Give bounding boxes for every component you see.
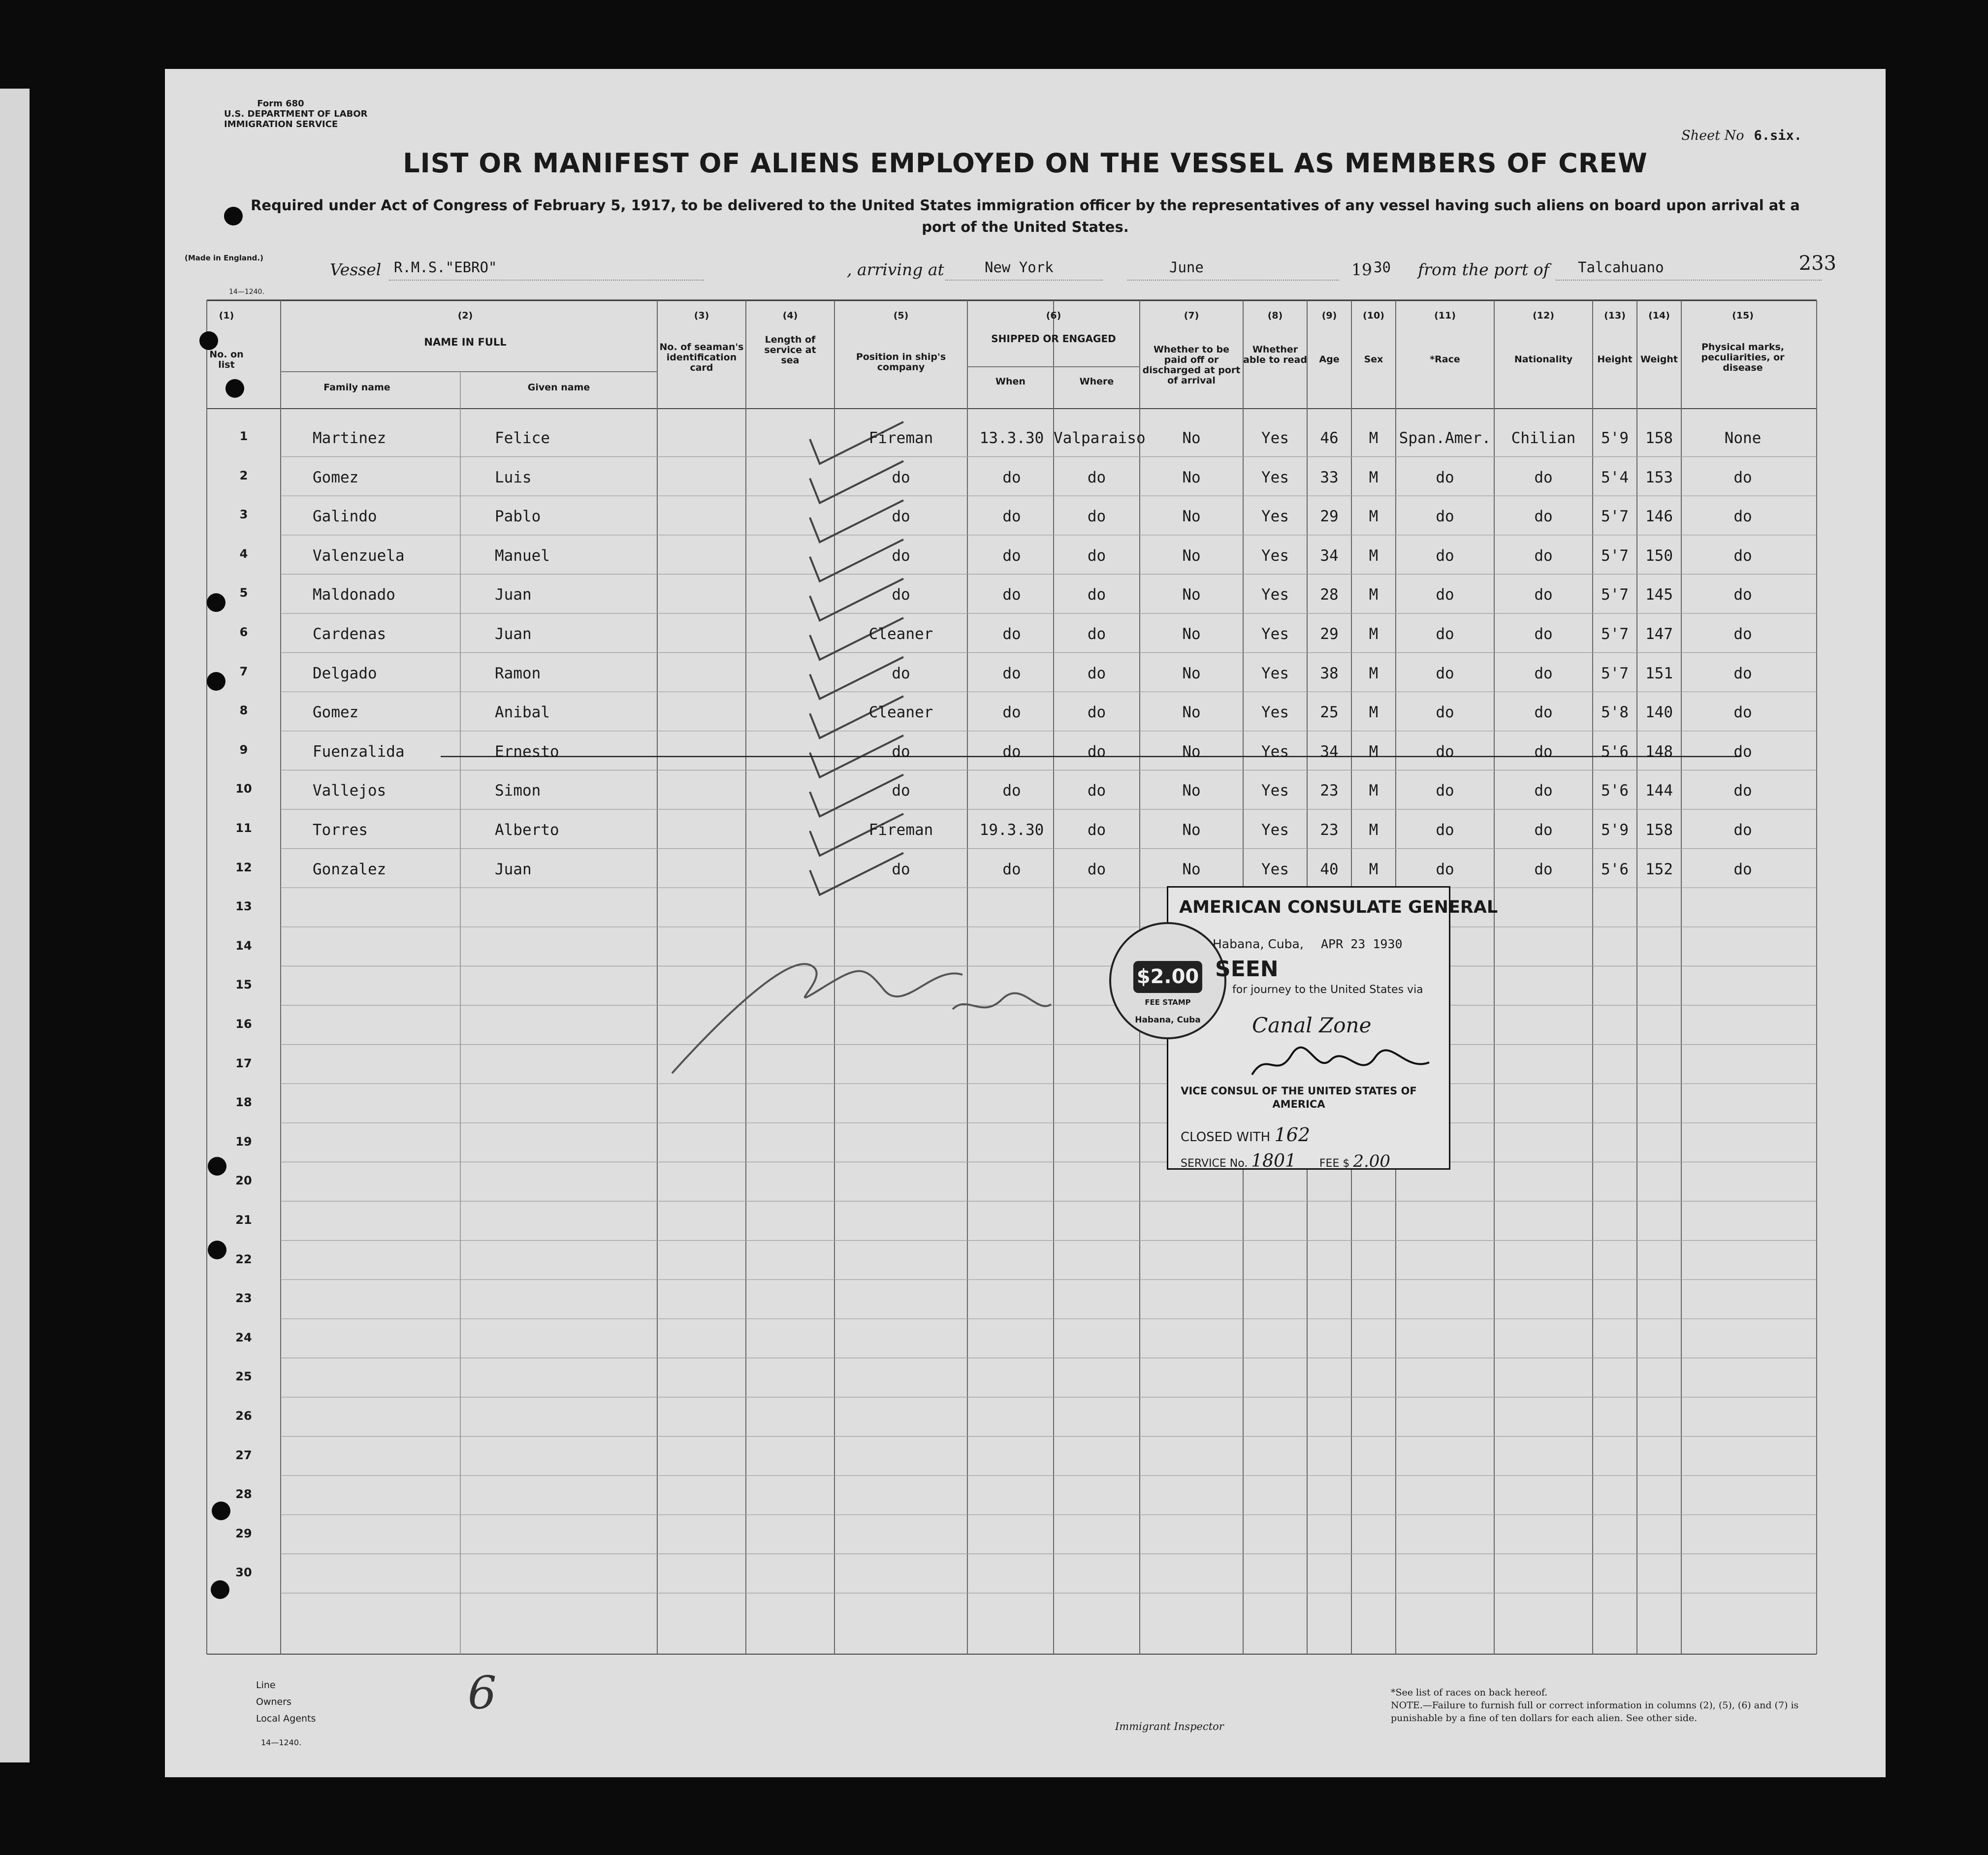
footer-note: [1391, 1686, 1834, 1725]
height: 5'6: [1601, 782, 1629, 800]
shipped-when: do: [1002, 742, 1021, 761]
footer-owners-label: Owners: [256, 1696, 291, 1707]
row-number: 10: [235, 782, 252, 796]
sex: M: [1369, 742, 1379, 761]
able-to-read: Yes: [1261, 742, 1289, 761]
height: 5'4: [1601, 468, 1629, 486]
position: do: [892, 546, 910, 565]
row-number: 21: [235, 1213, 252, 1227]
paid-off: No: [1182, 860, 1201, 878]
age: 40: [1320, 860, 1339, 878]
shipped-when: do: [1002, 586, 1021, 604]
shipped-when: do: [1002, 782, 1021, 800]
seal-value: $2.00: [1133, 961, 1202, 993]
nationality: do: [1534, 742, 1553, 761]
paid-off: No: [1182, 742, 1201, 761]
physical-marks: do: [1733, 508, 1752, 526]
physical-marks: do: [1733, 546, 1752, 565]
col-num-3: (3): [694, 310, 709, 321]
nationality: do: [1534, 546, 1553, 565]
pencil-mark: 6: [468, 1666, 497, 1719]
family-name: Cardenas: [313, 625, 386, 643]
shipped-when: 19.3.30: [979, 821, 1044, 839]
position: do: [892, 860, 910, 878]
year-suffix: 30: [1374, 259, 1391, 276]
nationality: do: [1534, 704, 1553, 722]
height: 5'7: [1601, 625, 1629, 643]
race: do: [1436, 586, 1454, 604]
vice-consul-signature: [1247, 1045, 1434, 1085]
col-num-2: (2): [457, 310, 473, 321]
given-name: Juan: [495, 625, 532, 643]
height: 5'7: [1601, 508, 1629, 526]
able-to-read: Yes: [1261, 429, 1289, 447]
row-number: 24: [235, 1330, 252, 1344]
note-races: *See list of races on back hereof.: [1391, 1687, 1548, 1698]
nationality: do: [1534, 860, 1553, 878]
family-name: Gomez: [313, 704, 359, 722]
able-to-read: Yes: [1261, 468, 1289, 486]
row-number: 29: [235, 1526, 252, 1540]
row-number: 5: [239, 586, 248, 600]
weight: 158: [1645, 429, 1673, 447]
arriving-label: , arriving at: [847, 260, 944, 279]
closed-with-value: 162: [1274, 1124, 1310, 1146]
paid-off: No: [1182, 429, 1201, 447]
col-header-paid-off: Whether to be paid off or discharged at port of arrival: [1142, 344, 1241, 386]
col-num-15: (15): [1732, 310, 1754, 321]
family-name: Torres: [313, 821, 368, 839]
age: 23: [1320, 821, 1339, 839]
given-name: Felice: [495, 429, 550, 447]
form-code: 14—1240.: [229, 288, 264, 296]
form-number: Form 680: [257, 98, 304, 109]
position: do: [892, 742, 910, 761]
able-to-read: Yes: [1261, 860, 1289, 878]
paid-off: No: [1182, 821, 1201, 839]
row-number: 3: [239, 508, 248, 522]
col-header-nationality: Nationality: [1514, 354, 1573, 365]
shipped-where: do: [1087, 468, 1106, 486]
given-name: Simon: [495, 782, 541, 800]
weight: 145: [1645, 586, 1673, 604]
physical-marks: do: [1733, 742, 1752, 761]
department-name: U.S. DEPARTMENT OF LABOR: [224, 109, 368, 119]
col-num-8: (8): [1267, 310, 1283, 321]
race: Span.Amer.: [1399, 429, 1491, 447]
col-header-physical-marks: Physical marks, peculiarities, or disease: [1701, 342, 1785, 373]
race: do: [1436, 821, 1454, 839]
col-header-weight: Weight: [1640, 354, 1678, 365]
nationality: do: [1534, 782, 1553, 800]
age: 25: [1320, 704, 1339, 722]
year-prefix: 19: [1351, 260, 1372, 279]
nationality: do: [1534, 664, 1553, 682]
position: do: [892, 468, 910, 486]
race: do: [1436, 782, 1454, 800]
punch-hole: [212, 1502, 230, 1520]
row-number: 23: [235, 1291, 252, 1306]
page-title: LIST OR MANIFEST OF ALIENS EMPLOYED ON THE VESSEL AS MEMBERS OF CREW: [403, 148, 1648, 179]
shipped-where: do: [1087, 782, 1106, 800]
age: 46: [1320, 429, 1339, 447]
sex: M: [1369, 664, 1379, 682]
inspector-signature: [657, 935, 1174, 1083]
weight: 148: [1645, 742, 1673, 761]
shipped-where: do: [1087, 742, 1106, 761]
paid-off: No: [1182, 546, 1201, 565]
stamp-title: AMERICAN CONSULATE GENERAL: [1179, 897, 1498, 917]
physical-marks: do: [1733, 821, 1752, 839]
weight: 153: [1645, 468, 1673, 486]
col-header-position: Position in ship's company: [856, 352, 946, 373]
physical-marks: do: [1733, 664, 1752, 682]
row-number: 19: [235, 1134, 252, 1149]
weight: 146: [1645, 508, 1673, 526]
made-in-label: (Made in England.): [185, 254, 263, 262]
col-header-race: *Race: [1430, 354, 1460, 365]
immigrant-inspector-label: Immigrant Inspector: [1115, 1721, 1224, 1732]
note-text: NOTE.—Failure to furnish full or correct information in columns (2), (5), (6) and (7) is punishable by a fine of ten dollars for each alien. See other side.: [1391, 1700, 1799, 1724]
able-to-read: Yes: [1261, 508, 1289, 526]
race: do: [1436, 508, 1454, 526]
height: 5'6: [1601, 742, 1629, 761]
row-number: 13: [235, 899, 252, 914]
col-num-6: (6): [1046, 310, 1061, 321]
age: 28: [1320, 586, 1339, 604]
stamp-city: Habana, Cuba,: [1213, 937, 1304, 951]
shipped-when: 13.3.30: [979, 429, 1044, 447]
consulate-stamp: [1135, 886, 1498, 1171]
shipped-where: do: [1087, 821, 1106, 839]
col-header-given-name: Given name: [527, 382, 590, 393]
closed-with-label: CLOSED WITH: [1181, 1130, 1271, 1145]
age: 34: [1320, 546, 1339, 565]
age: 38: [1320, 664, 1339, 682]
shipped-when: do: [1002, 704, 1021, 722]
family-name: Valenzuela: [313, 546, 405, 565]
physical-marks: do: [1733, 704, 1752, 722]
punch-hole: [211, 1580, 229, 1599]
race: do: [1436, 704, 1454, 722]
col-num-9: (9): [1321, 310, 1337, 321]
adjacent-page-edge: [0, 89, 30, 1762]
row-number: 4: [239, 546, 248, 561]
able-to-read: Yes: [1261, 821, 1289, 839]
punch-hole: [207, 672, 225, 691]
shipped-when: do: [1002, 546, 1021, 565]
given-name: Anibal: [495, 704, 550, 722]
punch-hole: [208, 1157, 226, 1176]
race: do: [1436, 625, 1454, 643]
fee-value: 2.00: [1353, 1151, 1391, 1171]
shipped-where: do: [1087, 860, 1106, 878]
weight: 140: [1645, 704, 1673, 722]
row-number: 16: [235, 1017, 252, 1031]
height: 5'9: [1601, 429, 1629, 447]
family-name: Vallejos: [313, 782, 386, 800]
sex: M: [1369, 821, 1379, 839]
punch-hole: [208, 1241, 226, 1259]
weight: 152: [1645, 860, 1673, 878]
height: 5'7: [1601, 546, 1629, 565]
height: 5'7: [1601, 664, 1629, 682]
row-number: 12: [235, 860, 252, 874]
sex: M: [1369, 860, 1379, 878]
row-number: 17: [235, 1056, 252, 1070]
nationality: do: [1534, 508, 1553, 526]
given-name: Pablo: [495, 508, 541, 526]
sex: M: [1369, 625, 1379, 643]
col-header-age: Age: [1319, 354, 1340, 365]
manifest-sheet: [165, 69, 1886, 1777]
family-name: Martinez: [313, 429, 386, 447]
family-name: Gomez: [313, 468, 359, 486]
col-num-14: (14): [1648, 310, 1670, 321]
col-num-11: (11): [1434, 310, 1456, 321]
col-num-12: (12): [1533, 310, 1554, 321]
col-header-height: Height: [1597, 354, 1633, 365]
sex: M: [1369, 468, 1379, 486]
physical-marks: None: [1724, 429, 1762, 447]
stamp-date: APR 23 1930: [1321, 937, 1403, 951]
from-label: from the port of: [1418, 260, 1549, 279]
shipped-where: do: [1087, 586, 1106, 604]
footer-form-code: 14—1240.: [261, 1738, 302, 1747]
row-number: 1: [239, 429, 248, 443]
position: Cleaner: [868, 704, 933, 722]
shipped-where: do: [1087, 625, 1106, 643]
able-to-read: Yes: [1261, 546, 1289, 565]
row-number: 27: [235, 1448, 252, 1462]
fee-label: FEE $: [1319, 1157, 1350, 1170]
col-header-shipped-or-engaged: SHIPPED OR ENGAGED: [991, 333, 1116, 345]
sex: M: [1369, 429, 1379, 447]
age: 23: [1320, 782, 1339, 800]
position: do: [892, 782, 910, 800]
paid-off: No: [1182, 782, 1201, 800]
nationality: do: [1534, 625, 1553, 643]
shipped-when: do: [1002, 625, 1021, 643]
physical-marks: do: [1733, 860, 1752, 878]
punch-hole: [207, 593, 225, 612]
from-port: Talcahuano: [1578, 259, 1664, 276]
given-name: Alberto: [495, 821, 559, 839]
sex: M: [1369, 508, 1379, 526]
row-number: 25: [235, 1370, 252, 1384]
height: 5'9: [1601, 821, 1629, 839]
physical-marks: do: [1733, 782, 1752, 800]
paid-off: No: [1182, 468, 1201, 486]
col-header-seaman-card: No. of seaman's identification card: [659, 342, 744, 373]
paid-off: No: [1182, 586, 1201, 604]
col-header-family-name: Family name: [323, 382, 390, 393]
age: 29: [1320, 508, 1339, 526]
height: 5'6: [1601, 860, 1629, 878]
weight: 147: [1645, 625, 1673, 643]
col-num-10: (10): [1363, 310, 1384, 321]
footer-local-agents-label: Local Agents: [256, 1713, 316, 1724]
arriving-port: New York: [985, 259, 1054, 276]
race: do: [1436, 742, 1454, 761]
physical-marks: do: [1733, 586, 1752, 604]
row-number: 20: [235, 1174, 252, 1188]
sex: M: [1369, 586, 1379, 604]
punch-hole: [225, 379, 244, 398]
shipped-where: Valparaiso: [1054, 429, 1146, 447]
age: 34: [1320, 742, 1339, 761]
family-name: Fuenzalida: [313, 742, 405, 761]
stamp-via-handwritten: Canal Zone: [1252, 1013, 1372, 1037]
col-header-name-in-full: NAME IN FULL: [424, 336, 507, 348]
able-to-read: Yes: [1261, 625, 1289, 643]
sex: M: [1369, 704, 1379, 722]
punch-hole: [224, 207, 243, 225]
family-name: Gonzalez: [313, 860, 386, 878]
given-name: Juan: [495, 586, 532, 604]
able-to-read: Yes: [1261, 586, 1289, 604]
paid-off: No: [1182, 664, 1201, 682]
position: Cleaner: [868, 625, 933, 643]
row-number: 14: [235, 938, 252, 953]
row-number: 2: [239, 468, 248, 482]
shipped-where: do: [1087, 508, 1106, 526]
shipped-when: do: [1002, 508, 1021, 526]
able-to-read: Yes: [1261, 704, 1289, 722]
col-header-length-of-service: Length of service at sea: [764, 334, 816, 366]
paid-off: No: [1182, 508, 1201, 526]
footer-line-label: Line: [256, 1680, 276, 1691]
position: do: [892, 508, 910, 526]
row-number: 11: [235, 821, 252, 835]
sex: M: [1369, 546, 1379, 565]
given-name: Ramon: [495, 664, 541, 682]
page-subtitle: Required under Act of Congress of February 5, 1917, to be delivered to the United States immigration officer by the representatives of any vessel having such aliens on board upon arrival at a port of the United States.: [251, 197, 1800, 235]
col-header-where: Where: [1079, 376, 1114, 387]
row-number: 26: [235, 1409, 252, 1423]
service-name: IMMIGRATION SERVICE: [224, 119, 338, 129]
col-header-able-to-read: Whether able to read: [1243, 344, 1307, 365]
weight: 144: [1645, 782, 1673, 800]
physical-marks: do: [1733, 625, 1752, 643]
weight: 151: [1645, 664, 1673, 682]
shipped-when: do: [1002, 860, 1021, 878]
given-name: Juan: [495, 860, 532, 878]
row-number: 8: [239, 704, 248, 718]
col-header-no-on-list: No. on list: [209, 349, 244, 370]
service-no-label: SERVICE No.: [1181, 1157, 1248, 1170]
nationality: do: [1534, 586, 1553, 604]
stamp-seen: SEEN: [1215, 957, 1279, 982]
col-num-5: (5): [893, 310, 909, 321]
family-name: Maldonado: [313, 586, 395, 604]
manifest-grid-lines: [165, 69, 1886, 1777]
vessel-name: R.M.S."EBRO": [394, 259, 497, 276]
nationality: do: [1534, 821, 1553, 839]
vessel-label: Vessel: [330, 260, 382, 279]
family-name: Galindo: [313, 508, 377, 526]
race: do: [1436, 468, 1454, 486]
able-to-read: Yes: [1261, 782, 1289, 800]
position: Fireman: [868, 429, 933, 447]
age: 33: [1320, 468, 1339, 486]
stamp-journey: for journey to the United States via: [1232, 984, 1423, 996]
given-name: Manuel: [495, 546, 550, 565]
race: do: [1436, 546, 1454, 565]
col-header-when: When: [995, 376, 1026, 387]
row-number: 9: [239, 742, 248, 757]
shipped-when: do: [1002, 664, 1021, 682]
race: do: [1436, 860, 1454, 878]
shipped-where: do: [1087, 704, 1106, 722]
row-number: 18: [235, 1095, 252, 1110]
arrival-month: June: [1169, 259, 1204, 276]
nationality: Chilian: [1511, 429, 1576, 447]
physical-marks: do: [1733, 468, 1752, 486]
seal-text: FEE STAMP: [1145, 998, 1191, 1007]
row-number: 22: [235, 1252, 252, 1266]
col-num-1: (1): [219, 310, 234, 321]
service-no-value: 1801: [1251, 1151, 1296, 1171]
given-name: Luis: [495, 468, 532, 486]
row-number: 15: [235, 978, 252, 992]
shipped-where: do: [1087, 664, 1106, 682]
row-number: 28: [235, 1487, 252, 1502]
position: do: [892, 586, 910, 604]
sheet-value: 6.six.: [1754, 128, 1802, 143]
col-header-sex: Sex: [1364, 354, 1383, 365]
paid-off: No: [1182, 704, 1201, 722]
height: 5'7: [1601, 586, 1629, 604]
given-name: Ernesto: [495, 742, 559, 761]
paid-off: No: [1182, 625, 1201, 643]
row-number: 30: [235, 1566, 252, 1580]
row-number: 6: [239, 625, 248, 639]
nationality: do: [1534, 468, 1553, 486]
weight: 158: [1645, 821, 1673, 839]
age: 29: [1320, 625, 1339, 643]
height: 5'8: [1601, 704, 1629, 722]
punch-hole: [199, 331, 218, 350]
row-number: 7: [239, 664, 248, 678]
position: do: [892, 664, 910, 682]
position: Fireman: [868, 821, 933, 839]
weight: 150: [1645, 546, 1673, 565]
sex: M: [1369, 782, 1379, 800]
col-num-7: (7): [1184, 310, 1199, 321]
page-number: 233: [1798, 252, 1836, 275]
family-name: Delgado: [313, 664, 377, 682]
able-to-read: Yes: [1261, 664, 1289, 682]
col-num-4: (4): [782, 310, 798, 321]
col-num-13: (13): [1604, 310, 1626, 321]
race: do: [1436, 664, 1454, 682]
sheet-label: Sheet No: [1681, 128, 1744, 143]
stamp-vice-consul: VICE CONSUL OF THE UNITED STATES OF AMERICA: [1181, 1085, 1417, 1110]
seal-ring-text: Habana, Cuba: [1135, 1015, 1201, 1025]
shipped-where: do: [1087, 546, 1106, 565]
shipped-when: do: [1002, 468, 1021, 486]
